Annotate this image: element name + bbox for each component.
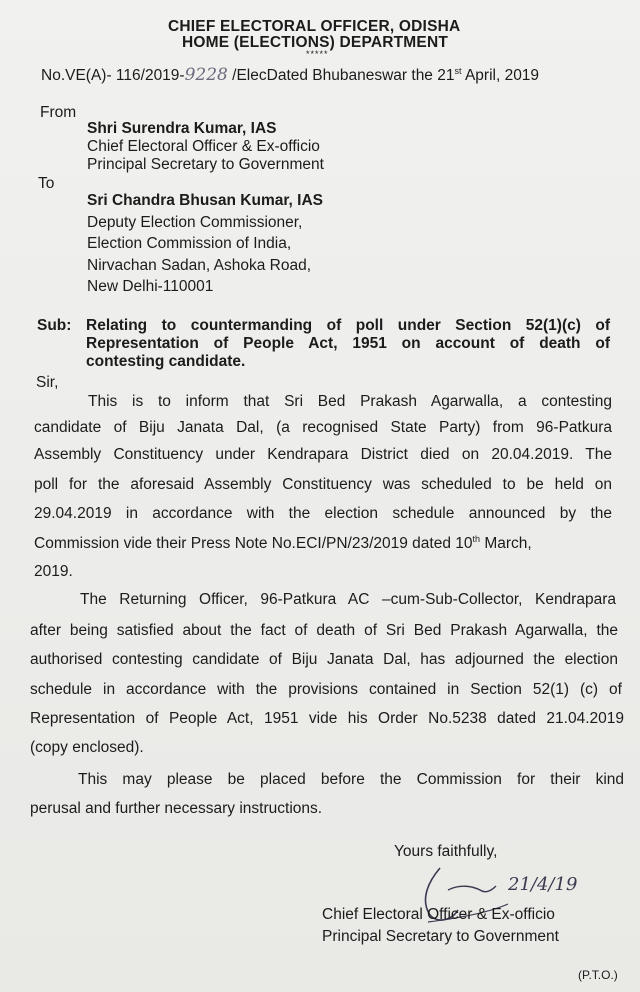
para2-line-4: schedule in accordance with the provisions contained in Section 52(1) (c) of [30,681,622,698]
subject-line-1: Relating to countermanding of poll under Section 52(1)(c) of [86,317,610,334]
para1-line-6 [34,534,612,553]
sign-designation-2: Principal Secretary to Government [322,928,559,945]
reference-number: No.VE(A)- 116/2019- [41,67,185,84]
para2-line-2: after being satisfied about the fact of death of Sri Bed Prakash Agarwalla, the [30,622,618,639]
signature-date: 21/4/19 [508,874,578,895]
sender-name: Shri Surendra Kumar, IAS [87,120,277,137]
date-suffix: st [454,65,462,76]
para1-line-6-tail: March, [480,535,532,553]
reference-month: April, 2019 [461,67,540,84]
para2-line-5: Representation of People Act, 1951 vide his Order No.5238 dated 21.04.2019 [30,710,624,727]
para1-line-2: candidate of Biju Janata Dal, (a recognised State Party) from 96-Patkura [34,419,612,436]
reference-date: /ElecDated Bhubaneswar the 21 [227,67,455,84]
para2-line-3: authorised contesting candidate of Biju Janata Dal, has adjourned the election [30,651,618,668]
recipient-line-2: Election Commission of India, [87,235,292,252]
recipient-line-1: Deputy Election Commissioner, [87,214,303,231]
recipient-line-4: New Delhi-110001 [87,278,214,295]
para2-line-6: (copy enclosed). [30,739,144,756]
para1-line-5: 29.04.2019 in accordance with the election schedule announced by the [34,505,612,522]
header-stars: ***** [306,49,329,59]
handwritten-number: 9228 [184,65,228,85]
reference-line [41,65,539,85]
subject-line-2: Representation of People Act, 1951 on account of death of [86,335,610,352]
para2-line-1: The Returning Officer, 96-Patkura AC –cum-Sub-Collector, Kendrapara [80,591,616,608]
sender-designation-2: Principal Secretary to Government [87,156,324,173]
para1-line-7: 2019. [34,563,73,580]
sender-designation: Chief Electoral Officer & Ex-officio [87,138,320,155]
para1-line-4: poll for the aforesaid Assembly Constituency was scheduled to be held on [34,476,612,493]
closing: Yours faithfully, [394,843,498,860]
salutation: Sir, [36,374,59,391]
para3-line-1: This may please be placed before the Commission for their kind [78,771,624,788]
recipient-name: Sri Chandra Bhusan Kumar, IAS [87,192,323,209]
department-heading: HOME (ELECTIONS) DEPARTMENT [182,34,449,51]
para1-line-6-text: Commission vide their Press Note No.ECI/PN/23/2019 dated 10 [34,535,473,553]
to-label: To [38,175,55,192]
sign-designation-1: Chief Electoral Officer & Ex-officio [322,906,555,923]
pto-note: (P.T.O.) [578,968,618,982]
para1-line-3: Assembly Constituency under Kendrapara District died on 20.04.2019. The [34,446,612,463]
subject-label: Sub: [37,317,72,334]
para3-line-2: perusal and further necessary instructions. [30,800,323,817]
office-heading: CHIEF ELECTORAL OFFICER, ODISHA [168,18,461,35]
subject-line-3: contesting candidate. [86,353,246,370]
from-label: From [40,104,77,121]
recipient-line-3: Nirvachan Sadan, Ashoka Road, [87,257,312,274]
para1-line-1: This is to inform that Sri Bed Prakash Agarwalla, a contesting [88,393,612,410]
date-suffix-th: th [472,534,481,544]
